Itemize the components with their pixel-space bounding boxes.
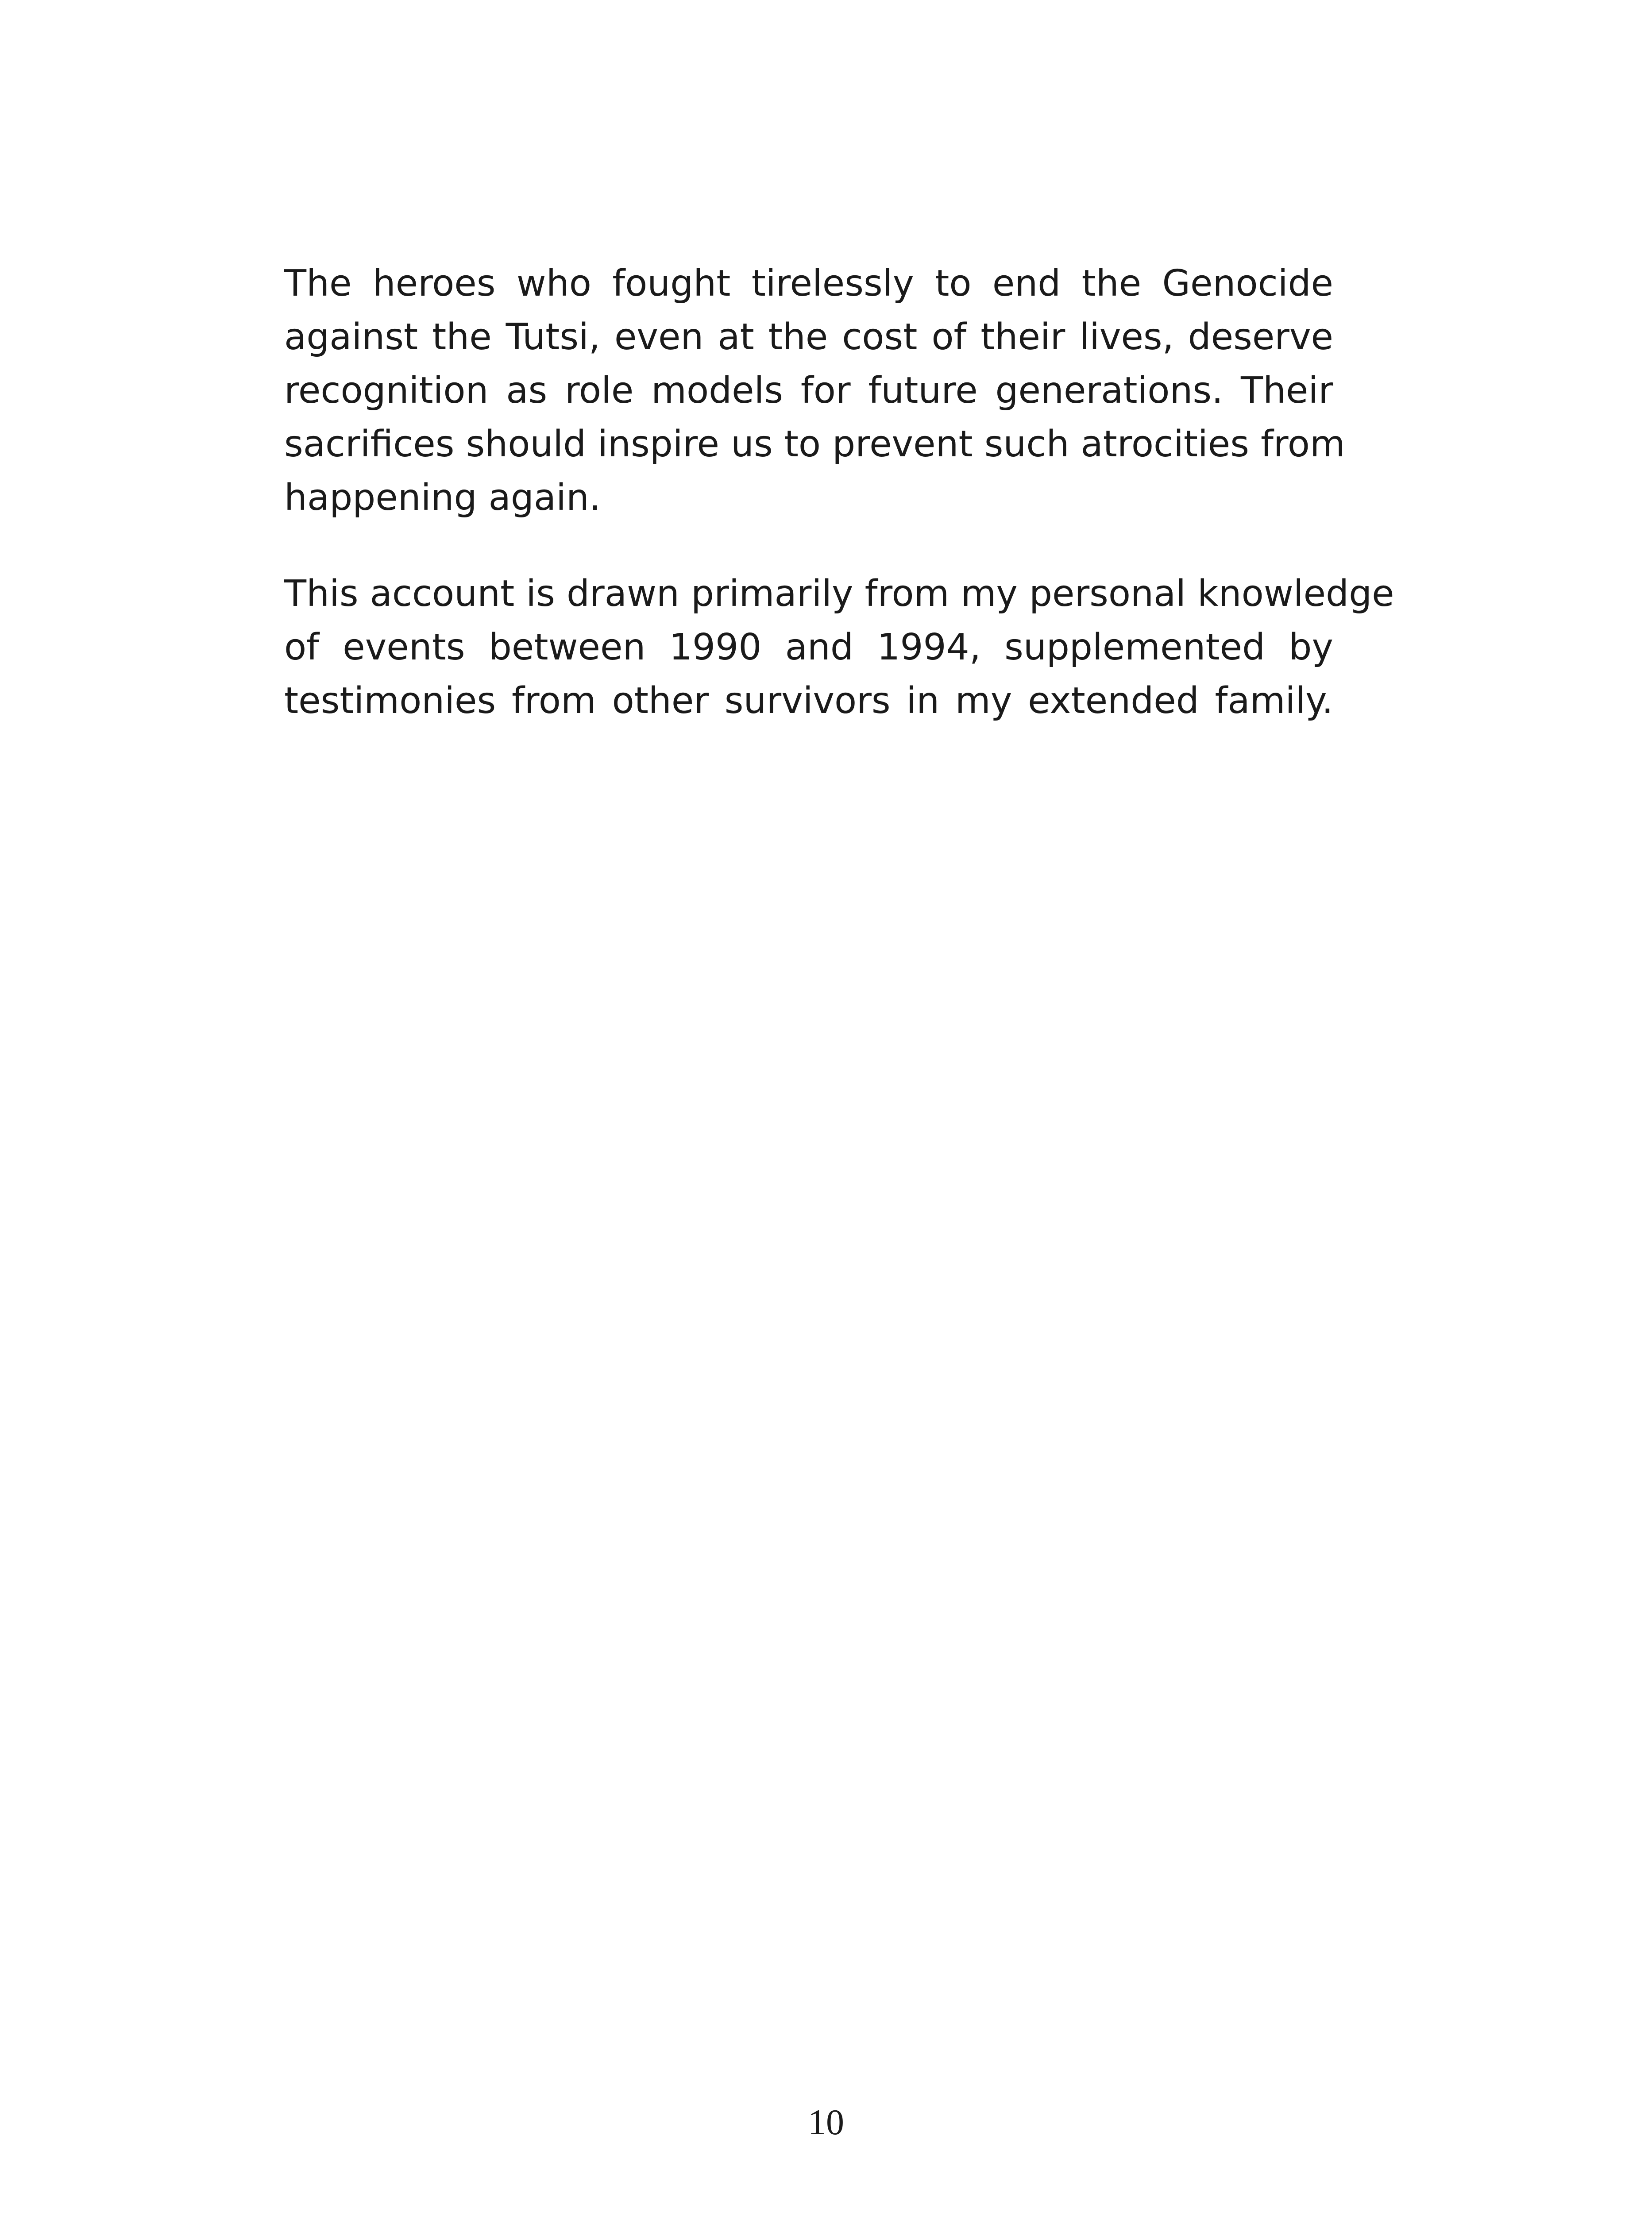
- page-number: 10: [808, 2102, 844, 2142]
- text-line: recognition as role models for future generations. Their: [284, 370, 1333, 412]
- paragraph-heroes: [284, 257, 1345, 524]
- text-line: sacrifices should inspire us to prevent such atrocities from: [284, 423, 1345, 465]
- body-text: [284, 257, 1394, 728]
- text-line: The heroes who fought tirelessly to end the Genocide: [284, 262, 1333, 305]
- text-line: of events between 1990 and 1994, supplemented by: [284, 626, 1333, 668]
- text-line: testimonies from other survivors in my extended family.: [284, 680, 1333, 722]
- text-line: This account is drawn primarily from my personal knowledge: [284, 573, 1394, 615]
- text-line: happening again.: [284, 477, 601, 519]
- text-line: against the Tutsi, even at the cost of their lives, deserve: [284, 316, 1333, 358]
- paragraph-account: [284, 567, 1394, 728]
